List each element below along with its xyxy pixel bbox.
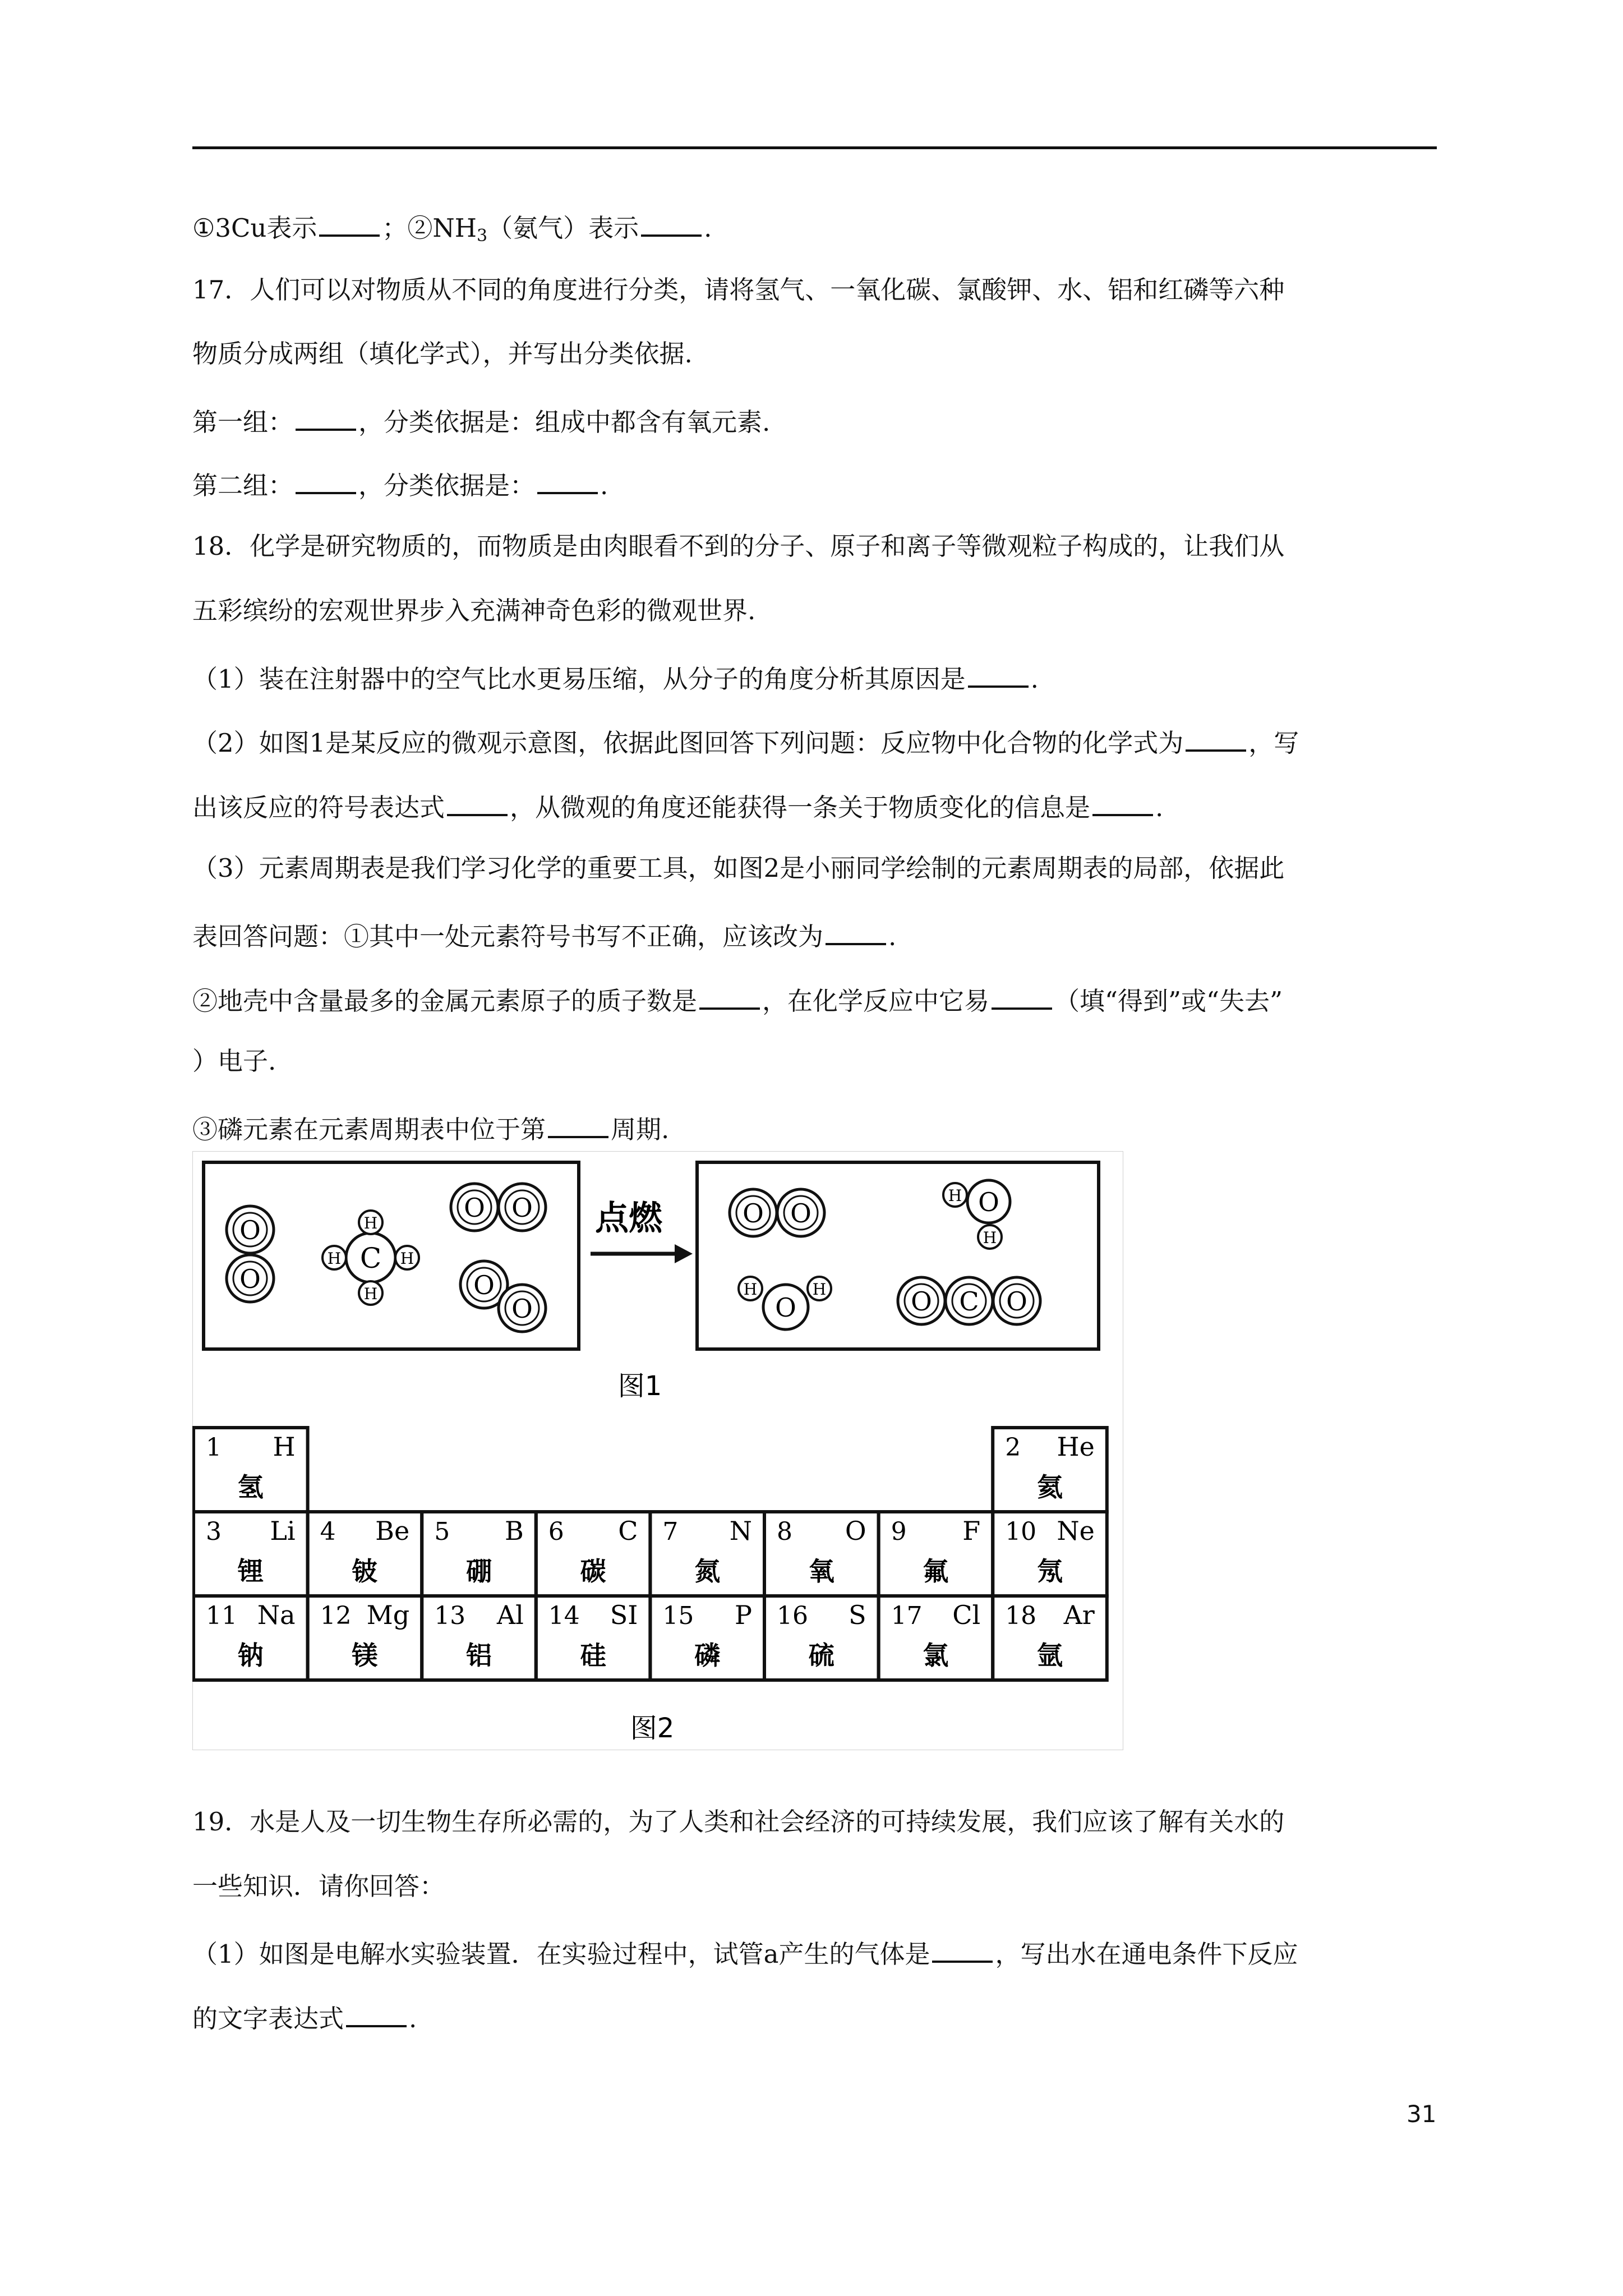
text-run: ；②NH [382, 213, 477, 243]
text-run: （3）元素周期表是我们学习化学的重要工具，如图2是小丽同学绘制的元素周期表的局部，依据此 [192, 853, 1285, 883]
answer-blank[interactable] [537, 465, 598, 494]
answer-blank[interactable] [932, 1934, 993, 1963]
text-line [192, 337, 693, 371]
element-number: 13 [434, 1602, 466, 1630]
svg-text:O: O [239, 1215, 261, 1245]
header-rule [192, 146, 1437, 149]
element-name: 钠 [237, 1640, 264, 1671]
svg-text:H: H [363, 1285, 378, 1303]
svg-text:O: O [790, 1198, 811, 1228]
text-run: （氨气）表示 [487, 213, 639, 243]
svg-text:H: H [812, 1280, 827, 1299]
element-name: 氧 [808, 1556, 834, 1586]
text-run: 表回答问题：①其中一处元素符号书写不正确，应该改为 [192, 922, 824, 951]
text-run: ，在化学反应中它易 [762, 986, 990, 1016]
element-name: 镁 [352, 1640, 378, 1671]
text-run: ，写出水在通电条件下反应 [995, 1939, 1298, 1969]
text-line [192, 594, 755, 628]
svg-text:O: O [911, 1286, 932, 1317]
text-line [192, 659, 1039, 696]
answer-blank[interactable] [1092, 787, 1153, 816]
text-line [192, 1998, 417, 2036]
element-name: 磷 [694, 1640, 721, 1671]
text-run: . [1155, 793, 1164, 822]
svg-text:H: H [948, 1186, 962, 1205]
text-run: 19．水是人及一切生物生存所必需的，为了人类和社会经济的可持续发展，我们应该了解有关水的 [192, 1807, 1285, 1837]
element-number: 16 [777, 1602, 808, 1630]
text-run: ③磷元素在元素周期表中位于第 [192, 1115, 546, 1144]
svg-text:H: H [983, 1228, 997, 1247]
text-line [192, 787, 1163, 825]
element-number: 7 [662, 1517, 679, 1546]
text-line [192, 1045, 276, 1078]
answer-blank[interactable] [346, 1998, 407, 2027]
answer-blank[interactable] [641, 208, 702, 237]
text-run: 五彩缤纷的宏观世界步入充满神奇色彩的微观世界. [192, 596, 756, 625]
text-run: ，从微观的角度还能获得一条关于物质变化的信息是 [510, 793, 1091, 822]
element-number: 5 [434, 1517, 450, 1546]
element-number: 3 [206, 1517, 222, 1546]
text-line [192, 723, 1299, 760]
text-run: （1）如图是电解水实验装置．在实验过程中，试管a产生的气体是 [192, 1939, 930, 1969]
answer-blank[interactable] [447, 787, 508, 816]
element-name: 碳 [580, 1556, 606, 1586]
text-run: （2）如图1是某反应的微观示意图，依据此图回答下列问题：反应物中化合物的化学式为 [192, 728, 1184, 758]
element-symbol: Be [375, 1516, 410, 1546]
text-run: . [888, 922, 897, 951]
svg-text:O: O [473, 1270, 495, 1300]
text-run: 周期. [611, 1115, 670, 1144]
element-symbol: N [729, 1516, 752, 1546]
element-number: 11 [206, 1602, 237, 1630]
element-name: 氖 [1037, 1556, 1063, 1586]
element-symbol: SI [610, 1600, 638, 1630]
svg-text:O: O [511, 1193, 533, 1223]
svg-text:O: O [978, 1187, 999, 1217]
text-run: . [600, 471, 608, 500]
element-name: 铝 [466, 1640, 492, 1671]
answer-blank[interactable] [296, 465, 356, 494]
element-number: 12 [320, 1602, 352, 1630]
element-name: 硅 [580, 1640, 606, 1671]
element-symbol: P [735, 1600, 752, 1630]
text-line [192, 465, 608, 503]
element-name: 铍 [352, 1556, 378, 1586]
element-name: 锂 [237, 1556, 264, 1586]
element-symbol: B [504, 1516, 524, 1546]
text-run: 出该反应的符号表达式 [192, 793, 445, 822]
text-line [192, 1934, 1298, 1971]
text-run: 物质分成两组（填化学式），并写出分类依据. [192, 339, 693, 369]
text-run: ①3Cu表示 [192, 213, 317, 243]
svg-text:H: H [327, 1249, 342, 1268]
element-name: 氯 [923, 1640, 949, 1671]
element-symbol: S [849, 1600, 866, 1630]
text-line [192, 916, 896, 954]
element-name: 氮 [694, 1556, 721, 1586]
text-line [192, 208, 712, 253]
svg-text:O: O [464, 1193, 485, 1223]
text-line [192, 981, 1283, 1018]
text-run: ，写 [1248, 728, 1299, 758]
element-number: 4 [320, 1517, 336, 1546]
text-run: ，分类依据是： [358, 471, 536, 500]
element-symbol: He [1057, 1432, 1095, 1462]
text-run: ）电子. [192, 1046, 276, 1076]
text-line [192, 1109, 669, 1147]
element-symbol: F [962, 1516, 981, 1546]
text-line [192, 852, 1284, 885]
element-name: 硫 [808, 1640, 834, 1671]
svg-text:H: H [400, 1249, 414, 1268]
svg-text:H: H [743, 1280, 758, 1299]
svg-text:O: O [1006, 1286, 1027, 1317]
text-run: 的文字表达式 [192, 2004, 344, 2033]
text-run: 第二组： [192, 471, 294, 500]
subscript: 3 [477, 226, 488, 246]
element-symbol: C [618, 1516, 638, 1546]
element-symbol: Na [257, 1600, 296, 1630]
element-number: 2 [1005, 1433, 1021, 1462]
text-run: . [1030, 664, 1039, 694]
figure-block [192, 1151, 1123, 1750]
text-line [192, 530, 1284, 563]
arrow-label: 点燃 [595, 1199, 662, 1238]
answer-blank[interactable] [319, 208, 380, 237]
element-symbol: Li [270, 1516, 296, 1546]
element-name: 氢 [237, 1472, 264, 1502]
element-number: 17 [891, 1602, 923, 1630]
element-number: 6 [548, 1517, 564, 1546]
element-number: 8 [777, 1517, 792, 1546]
answer-blank[interactable] [968, 659, 1029, 688]
svg-text:O: O [239, 1264, 261, 1294]
answer-blank[interactable] [1186, 723, 1246, 752]
element-symbol: O [845, 1516, 866, 1546]
text-run: . [409, 2004, 417, 2033]
element-name: 氦 [1037, 1472, 1063, 1502]
element-symbol: Ar [1063, 1600, 1095, 1630]
text-line [192, 1870, 445, 1903]
answer-blank[interactable] [296, 402, 356, 431]
element-number: 1 [206, 1433, 222, 1462]
text-run: ②地壳中含量最多的金属元素原子的质子数是 [192, 986, 698, 1016]
text-line [192, 273, 1284, 307]
element-symbol: H [273, 1432, 296, 1462]
text-run: 17．人们可以对物质从不同的角度进行分类，请将氢气、一氧化碳、氯酸钾、水、铝和红磷等六种 [192, 275, 1285, 305]
page-number: 31 [1407, 2100, 1437, 2128]
answer-blank[interactable] [699, 981, 760, 1010]
text-run: （1）装在注射器中的空气比水更易压缩，从分子的角度分析其原因是 [192, 664, 966, 694]
text-run: ，分类依据是：组成中都含有氧元素. [358, 407, 771, 437]
carbon-dioxide-molecule [898, 1277, 1040, 1324]
text-line [192, 1805, 1284, 1839]
answer-blank[interactable] [826, 916, 886, 945]
svg-text:O: O [511, 1294, 533, 1324]
element-symbol: Al [496, 1600, 524, 1630]
text-run: 第一组： [192, 407, 294, 437]
figure2-caption: 图2 [630, 1713, 675, 1744]
text-line [192, 402, 770, 439]
element-name: 氩 [1037, 1640, 1063, 1671]
element-symbol: Mg [366, 1600, 410, 1630]
text-run: . [704, 213, 712, 243]
element-name: 硼 [466, 1556, 492, 1586]
element-number: 10 [1005, 1517, 1037, 1546]
element-number: 9 [891, 1517, 907, 1546]
element-number: 15 [662, 1602, 694, 1630]
answer-blank[interactable] [548, 1109, 608, 1138]
svg-text:C: C [959, 1286, 979, 1317]
text-run: 一些知识．请你回答： [192, 1871, 445, 1901]
svg-text:O: O [743, 1198, 764, 1228]
svg-text:C: C [359, 1242, 382, 1274]
element-symbol: Cl [952, 1600, 981, 1630]
text-run: 18．化学是研究物质的，而物质是由肉眼看不到的分子、原子和离子等微观粒子构成的，让我们从 [192, 531, 1285, 561]
answer-blank[interactable] [992, 981, 1052, 1010]
figure1-caption: 图1 [617, 1370, 662, 1402]
element-number: 18 [1005, 1602, 1037, 1630]
text-run: （填“得到”或“失去” [1054, 986, 1283, 1016]
svg-text:H: H [363, 1214, 378, 1232]
svg-text:O: O [775, 1292, 796, 1323]
element-name: 氟 [923, 1556, 949, 1586]
element-number: 14 [548, 1602, 580, 1630]
element-symbol: Ne [1057, 1516, 1095, 1546]
